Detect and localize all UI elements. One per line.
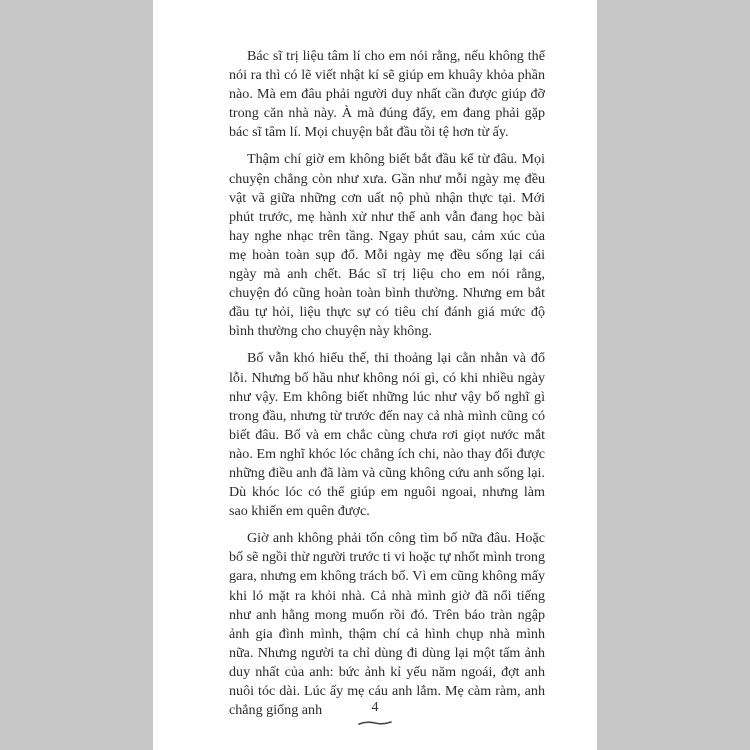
book-page xyxy=(153,0,597,750)
page-number: 4 xyxy=(371,700,379,715)
page-number-underline-icon xyxy=(357,720,393,726)
paragraph-3: Bố vẫn khó hiểu thế, thi thoảng lại cằn nhằn và đổ lỗi. Nhưng bố hầu như không nói gì, có khi nhiều ngày như vậy. Em không biết những lúc như vậy bố nghĩ gì trong đầu, nhưng từ trước đến nay cả nhà mình cũng có biết đâu. Bố và em chắc cùng chưa rơi giọt nước mắt nào. Em nghĩ khóc lóc chẳng ích chi, nào thay đổi được những điều anh đã làm và cũng không cứu anh sống lại. Dù khóc lóc có thể giúp em nguôi ngoai, nhưng làm sao khiến em quên được. xyxy=(229,350,545,520)
paragraph-2: Thậm chí giờ em không biết bắt đầu kể từ đâu. Mọi chuyện chẳng còn như xưa. Gần như mỗi ngày mẹ đều vật vã giữa những cơn uất nộ phủ nhận thực tại. Mới phút trước, mẹ hành xử như thể anh vẫn đang học bài hay nghe nhạc trên tầng. Ngay phút sau, cảm xúc của mẹ hoàn toàn sụp đổ. Mỗi ngày mẹ đều sống lại cái ngày mà anh chết. Bác sĩ trị liệu cho em nói rằng, chuyện đó cũng hoàn toàn bình thường. Nhưng em bắt đầu tự hỏi, liệu thực sự có tiêu chí đánh giá mức độ bình thường cho chuyện này không. xyxy=(229,151,545,340)
paragraph-1: Bác sĩ trị liệu tâm lí cho em nói rằng, nếu không thể nói ra thì có lẽ viết nhật kí sẽ giúp em khuây khỏa phần nào. Mà em đâu phải người duy nhất cần được giúp đỡ trong căn nhà này. À mà đúng đấy, em đang phải gặp bác sĩ tâm lí. Mọi chuyện bắt đầu tồi tệ hơn từ ấy. xyxy=(229,48,545,141)
body-text xyxy=(229,47,545,728)
paragraph-4: Giờ anh không phải tốn công tìm bố nữa đâu. Hoặc bố sẽ ngồi thừ người trước ti vi hoặc tự nhốt mình trong gara, nhưng em không trách bố. Vì em cũng không mấy khi ló mặt ra khỏi nhà. Cả nhà mình giờ đã nổi tiếng như anh hằng mong muốn rồi đó. Trên báo tràn ngập ảnh gia đình mình, thậm chí cả hình chụp nhà mình nữa. Nhưng người ta chỉ dùng đi dùng lại một tấm ảnh duy nhất của anh: bức ảnh kỉ yếu năm ngoái, đợt anh nuôi tóc dài. Lúc ấy mẹ cáu anh lắm. Mẹ càm ràm, anh chẳng giống anh xyxy=(229,530,545,719)
